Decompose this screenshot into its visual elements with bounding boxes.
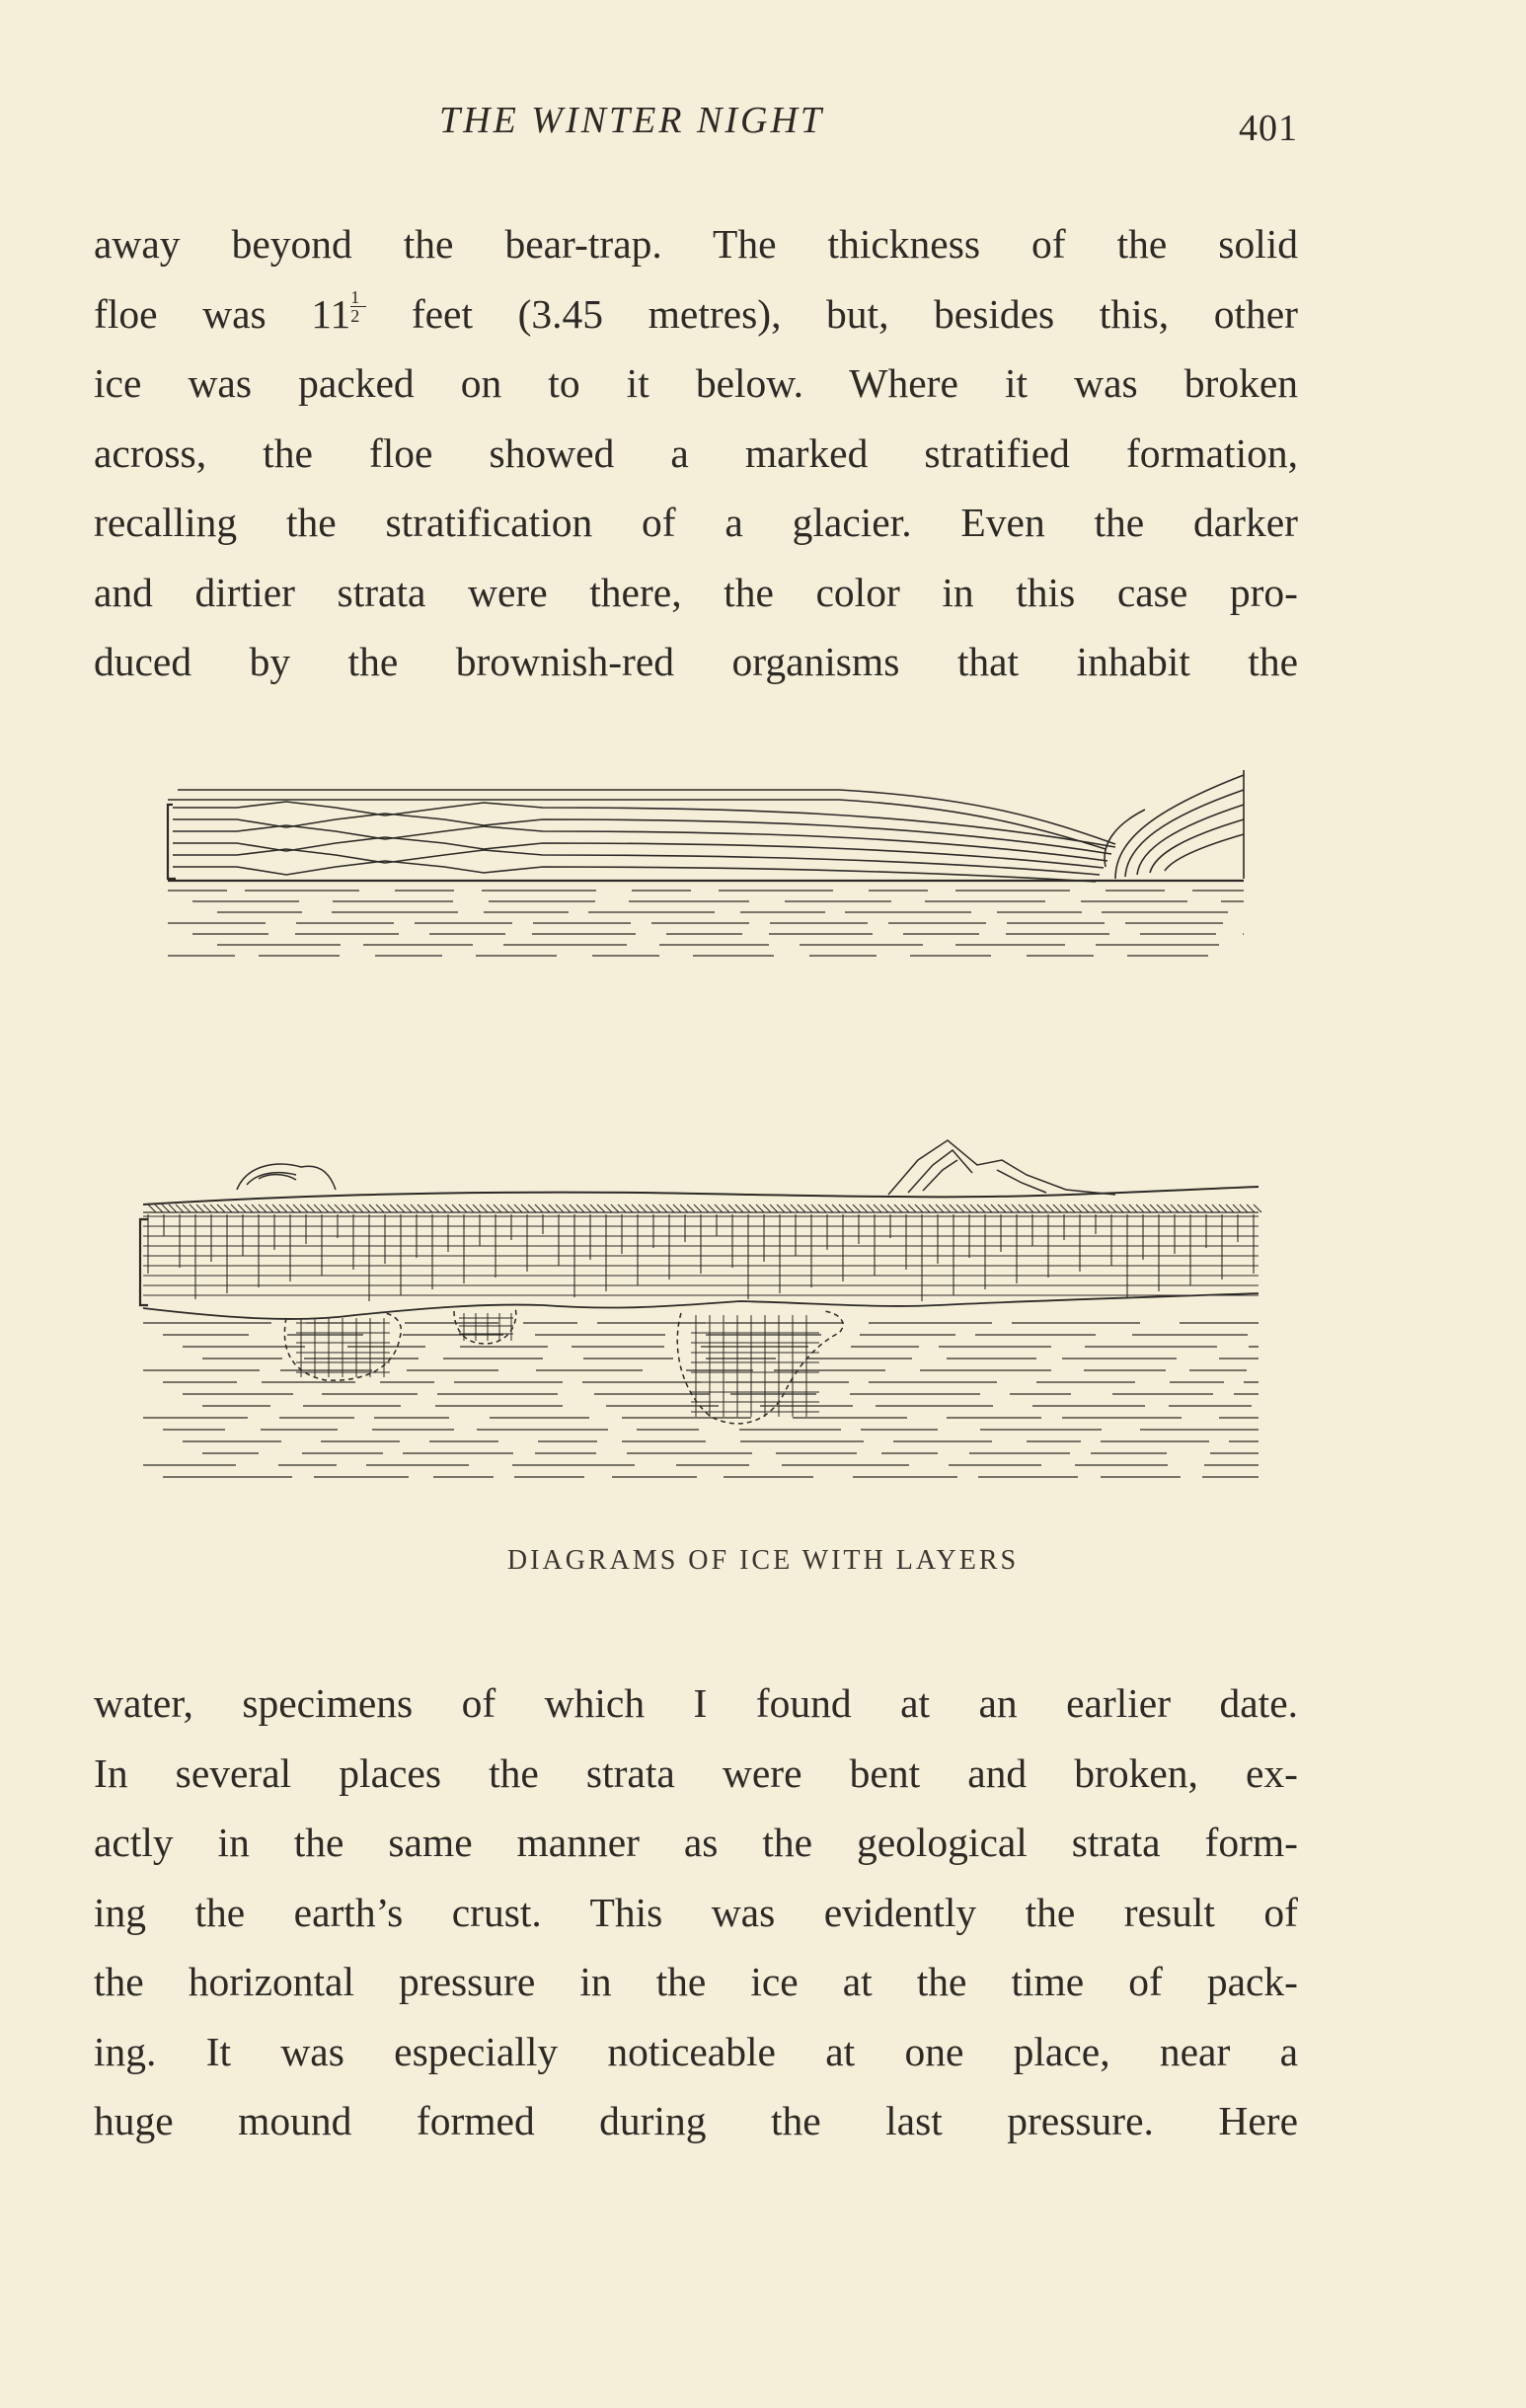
fraction-half (350, 286, 366, 326)
fraction-denominator: 2 (350, 305, 360, 326)
running-title: THE WINTER NIGHT (439, 100, 825, 141)
text-line (94, 279, 1298, 350)
paragraph-top (94, 209, 1298, 697)
text-line: ice was packed on to it below. Where it was broken (94, 360, 1298, 406)
text-line: ing. It was especially noticeable at one place, near a (94, 2028, 1298, 2074)
fraction-numerator: 1 (350, 286, 360, 307)
paragraph-bottom (94, 1669, 1298, 2156)
running-head (94, 99, 1298, 158)
text-line: duced by the brownish-red organisms that inhabit the (94, 639, 1298, 684)
ice-layers-diagram-lower (128, 1135, 1293, 1501)
text-line: and dirtier strata were there, the color in this case pro- (94, 569, 1298, 615)
text-line: across, the floe showed a marked stratified formation, (94, 429, 1298, 476)
water-dashes (168, 891, 1244, 956)
submerged-ice-grid (296, 1313, 819, 1417)
text-line: water, specimens of which I found at an earlier date. (94, 1680, 1298, 1726)
text-line-prefix: floe was 11 (94, 290, 351, 337)
text-line: In several places the strata were bent and broken, ex- (94, 1749, 1298, 1796)
text-line: recalling the stratification of a glacier. Even the darker (94, 500, 1298, 545)
text-line: the horizontal pressure in the ice at the time of pack- (94, 1959, 1298, 2004)
strata-lines (173, 802, 1115, 882)
water-dashes (143, 1323, 1259, 1477)
page-number: 401 (1239, 108, 1298, 149)
ice-layers-diagram-upper (128, 750, 1293, 977)
text-line: huge mound formed during the last pressure. Here (94, 2098, 1298, 2143)
text-line: away beyond the bear-trap. The thickness of the solid (94, 221, 1298, 267)
text-line: actly in the same manner as the geological strata form- (94, 1820, 1298, 1865)
text-line-rest: feet (3.45 metres), but, besides this, other (411, 290, 1298, 337)
figure-caption: DIAGRAMS OF ICE WITH LAYERS (506, 1545, 1020, 1576)
text-line: ing the earth’s crust. This was evidently the result of (94, 1889, 1298, 1935)
ice-grid (143, 1204, 1261, 1301)
